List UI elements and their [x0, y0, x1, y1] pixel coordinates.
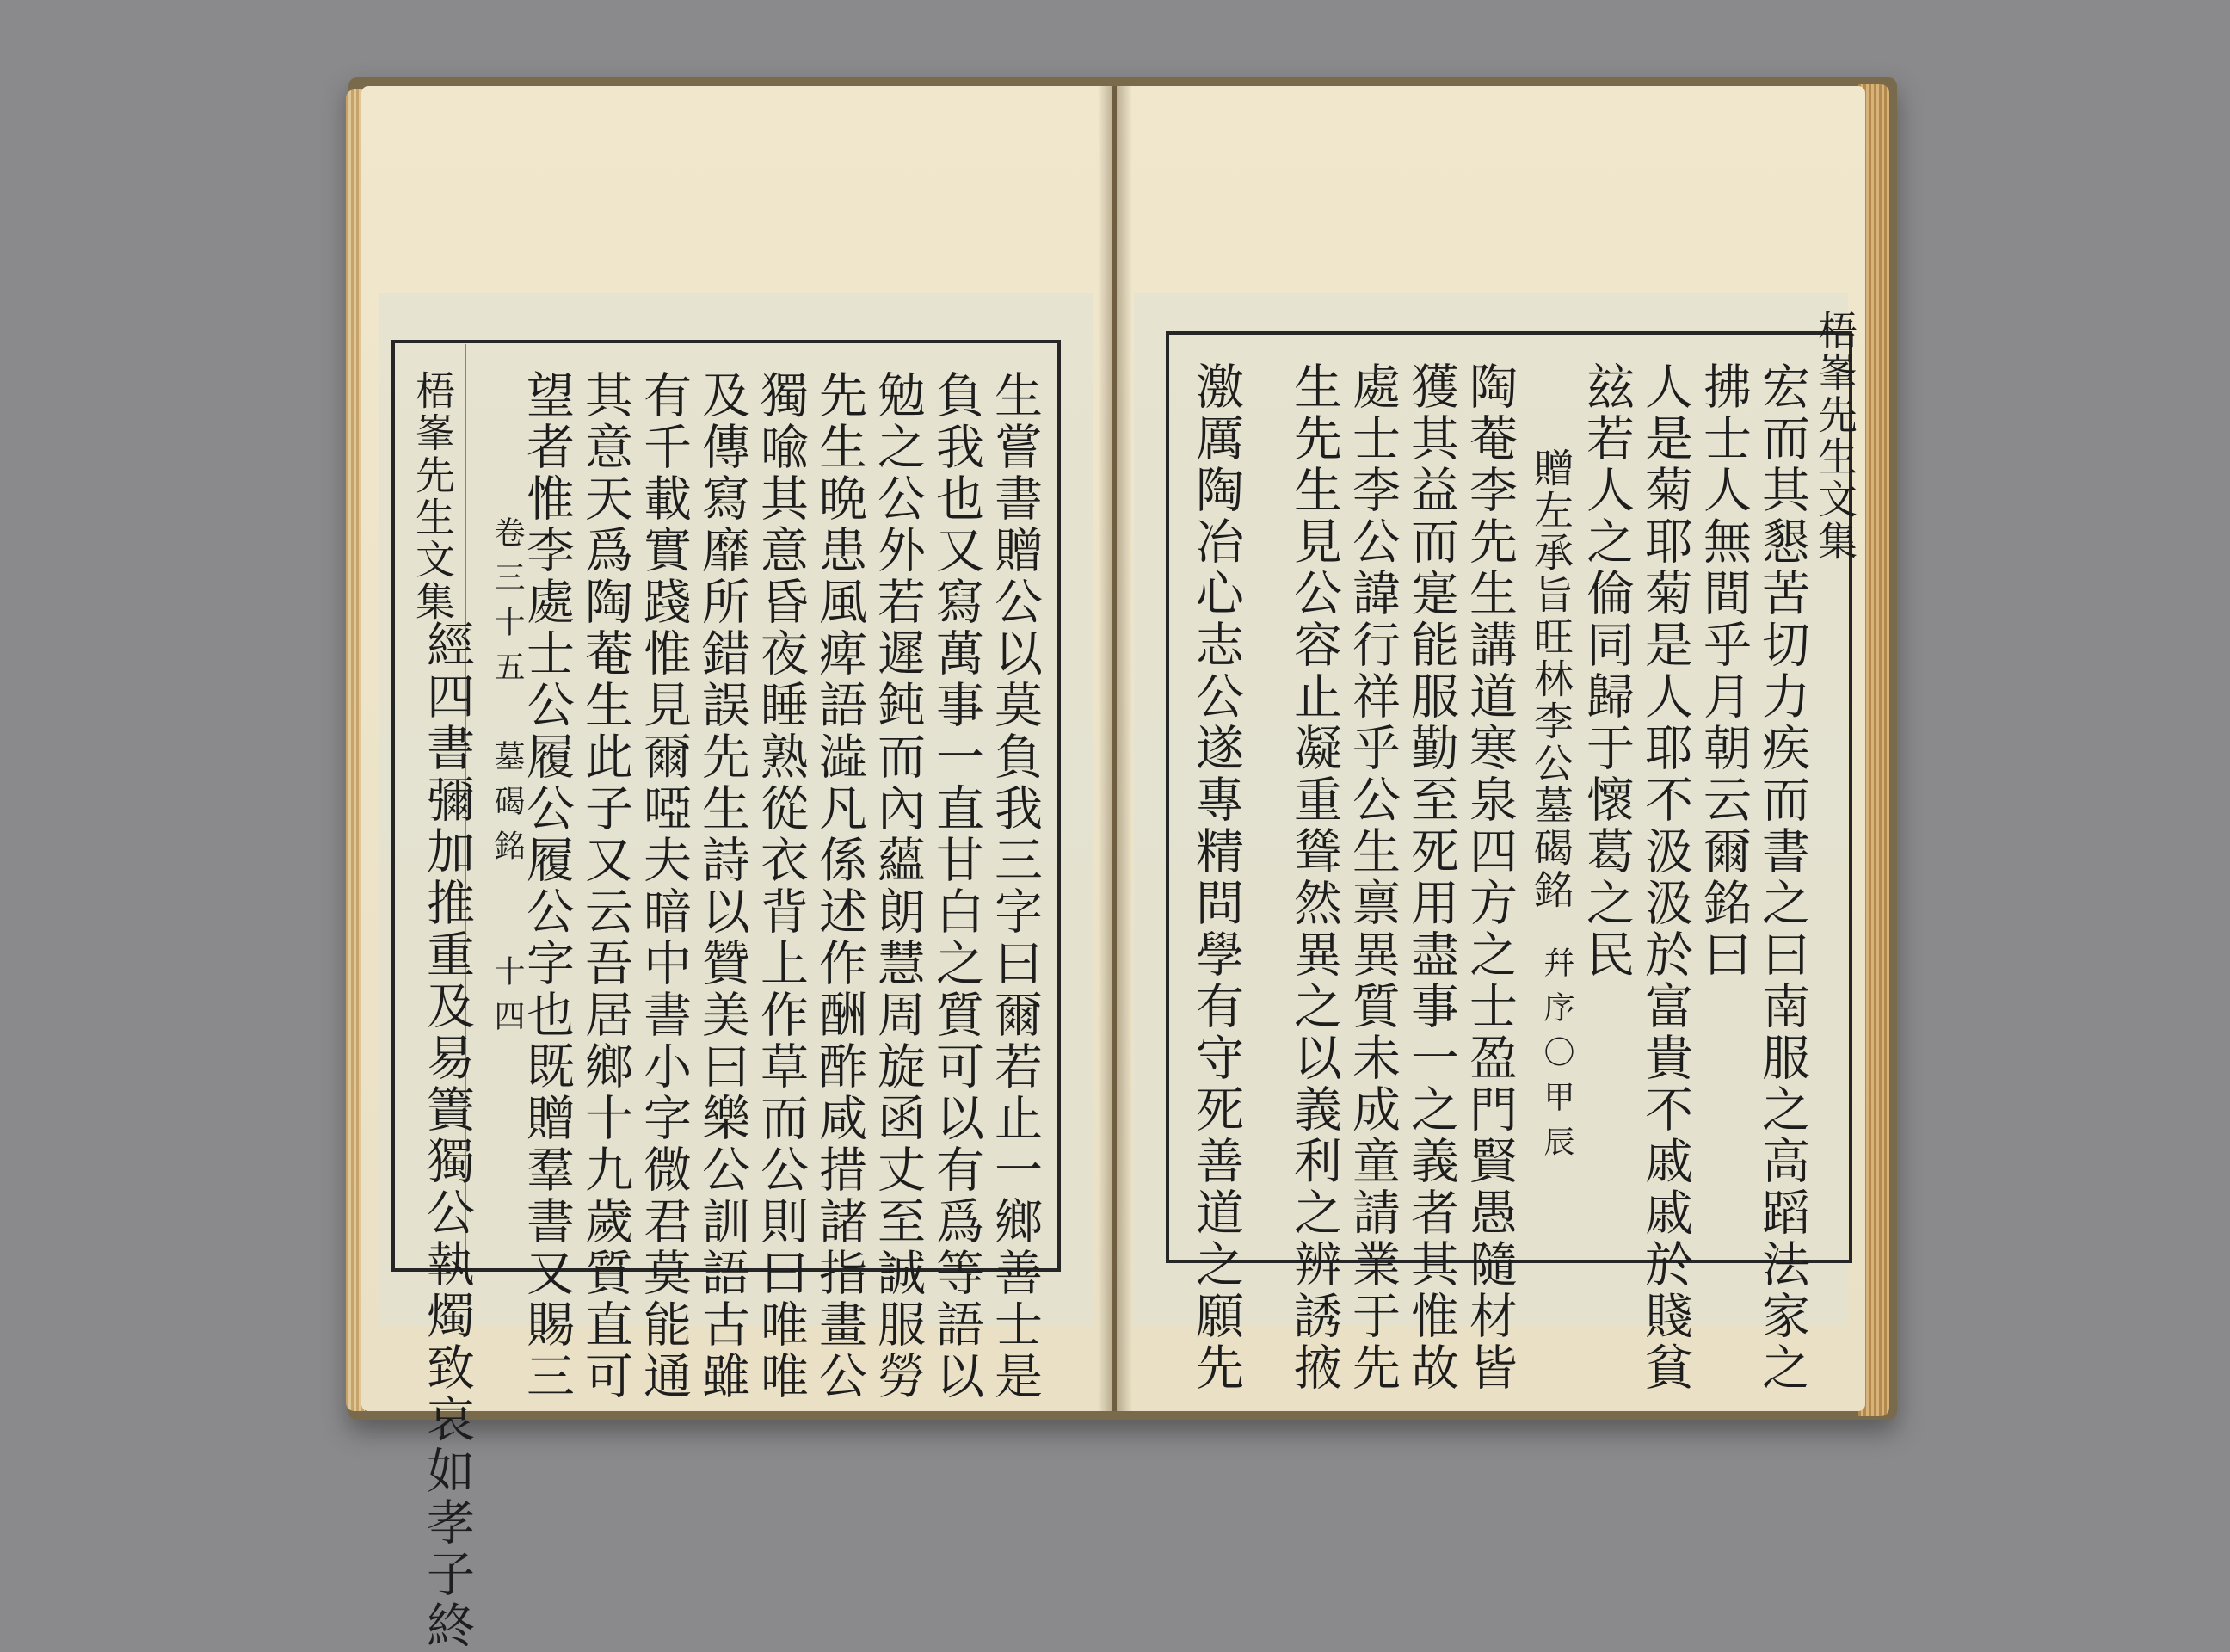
- left-margin-section: 墓碣銘: [490, 740, 525, 874]
- text-column: 先生晩患風痺語澁凡係述作酬酢咸措諸指畫公: [811, 370, 867, 1402]
- book-gutter: [1098, 86, 1132, 1411]
- text-column: 激厲陶冶心志公遂專精問學有守死善道之願先: [1188, 361, 1244, 1394]
- text-column: 獲其益而寔能服勤至死用盡事一之義者其惟故: [1403, 361, 1459, 1394]
- text-column: 望者惟李處士公履公履公字也既贈羣書又賜三: [519, 370, 575, 1402]
- text-column: 其意天爲陶菴生此子又云吾居鄉十九歲質直可: [577, 370, 633, 1402]
- text-column: 勉之公外若遲鈍而內蘊朗慧周旋函丈至誠服勞: [870, 370, 926, 1402]
- left-margin-folio: 十四: [490, 955, 525, 1045]
- text-column: 玆若人之倫同歸于懷葛之民: [1579, 361, 1635, 981]
- text-column: 宏而其懇苦切力疾而書之曰南服之高蹈法家之: [1754, 361, 1810, 1394]
- text-column: 負我也又寫萬事一直甘白之質可以有爲等語以: [928, 370, 984, 1402]
- right-margin-title: 梧峯先生文集: [1812, 310, 1858, 563]
- text-column: 有千載實踐惟見爾啞夫暗中書小字微君莫能通: [636, 370, 692, 1402]
- text-column: 及傳寫靡所錯誤先生詩以贊美曰樂公訓語古雖: [694, 370, 750, 1402]
- inscription-note: 幷序〇甲辰: [1539, 946, 1574, 1170]
- text-column: 經四書彌加推重及易簀獨公執燭致哀如孝子終: [419, 620, 475, 1652]
- text-column: 陶菴李先生講道寒泉四方之士盈門賢愚隨材皆: [1462, 361, 1518, 1394]
- left-margin-volume: 卷三十五: [490, 516, 525, 695]
- text-column: 人是菊耶菊是人耶不汲汲於富貴不戚戚於賤貧: [1637, 361, 1693, 1394]
- text-column: 拂士人無間乎月朝云爾銘曰: [1696, 361, 1752, 981]
- inscription-heading: 贈左承旨旺林李公墓碣銘: [1528, 447, 1574, 911]
- text-column: 獨喩其意昏夜睡熟從衣背上作草而公則曰唯唯: [753, 370, 809, 1402]
- text-column: 生先生見公容止凝重聳然異之以義利之辨誘掖: [1286, 361, 1342, 1394]
- text-column: 處士李公諱行祥乎公生禀異質未成童請業于先: [1345, 361, 1401, 1394]
- text-column: 生嘗書贈公以莫負我三字曰爾若止一鄉善士是: [987, 370, 1043, 1402]
- left-margin-title: 梧峯先生文集: [410, 370, 456, 623]
